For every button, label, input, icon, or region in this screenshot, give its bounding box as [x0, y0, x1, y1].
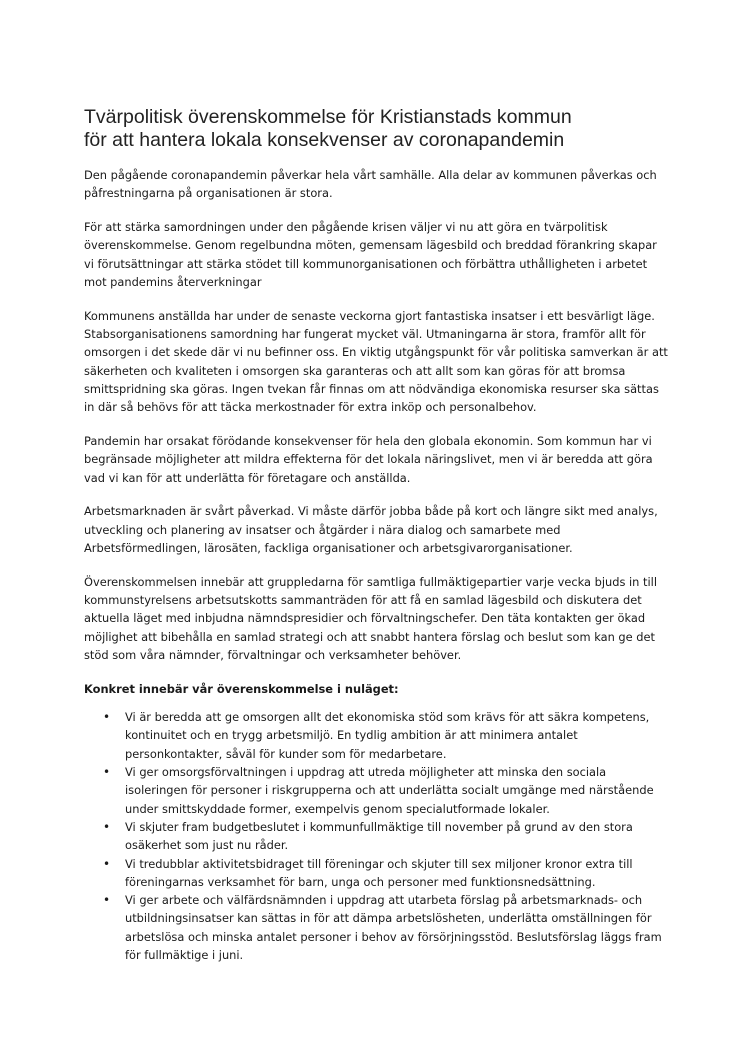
text-line: Stabsorganisationens samordning har fungerat mycket väl. Utmaningarna är stora, framför allt för	[84, 327, 646, 342]
text-line: kommunstyrelsens arbetsutskotts sammanträden för att få en samlad lägesbild och diskutera det	[84, 593, 642, 608]
bullet-icon: •	[103, 856, 111, 871]
text-line: arbetslösa och minska antalet personer i behov av försörjningsstöd. Beslutsförslag läggs fram	[125, 929, 662, 944]
document-body	[84, 166, 684, 964]
text-line: vad vi kan för att underlätta för företagare och anställda.	[84, 470, 411, 485]
paragraph	[84, 218, 684, 291]
text-line: överenskommelse. Genom regelbundna möten, gemensam lägesbild och breddad förankring skapar	[84, 238, 657, 253]
section-heading: Konkret innebär vår överenskommelse i nuläget:	[84, 681, 399, 696]
list-item	[84, 855, 684, 892]
title-line: för att hantera lokala konsekvenser av coronapandemin	[84, 129, 565, 151]
text-line: Vi ger omsorgsförvaltningen i uppdrag att utreda möjligheter att minska den sociala	[125, 765, 607, 780]
text-line: stöd som våra nämnder, förvaltningar och verksamheter behöver.	[84, 648, 462, 663]
text-line: påfrestningarna på organisationen är stora.	[84, 186, 333, 201]
text-line: Pandemin har orsakat förödande konsekvenser för hela den globala ekonomin. Som kommun har vi	[84, 434, 652, 449]
text-line: Vi tredubblar aktivitetsbidraget till föreningar och skjuter till sex miljoner kronor extra till	[125, 856, 633, 871]
text-line: Vi ger arbete och välfärdsnämnden i uppdrag att utarbeta förslag på arbetsmarknads- och	[125, 893, 643, 908]
text-line: Vi skjuter fram budgetbeslutet i kommunfullmäktige till november på grund av den stora	[125, 819, 633, 834]
text-line: för fullmäktige i juni.	[125, 947, 244, 962]
text-line: aktuella läget med inbjudna nämndspresidier och förvaltningschefer. Den täta kontakten ger ökad	[84, 611, 646, 626]
bullet-list	[84, 708, 684, 964]
text-line: föreningarnas verksamhet för barn, unga och personer med funktionsnedsättning.	[125, 874, 596, 889]
paragraph	[84, 166, 684, 203]
list-item	[84, 818, 684, 855]
text-line: smittspridning ska göras. Ingen tvekan får finnas om att nödvändiga ekonomiska resurser ska sättas	[84, 381, 659, 396]
text-line: För att stärka samordningen under den pågående krisen väljer vi nu att göra en tvärpolitisk	[84, 220, 608, 235]
bullet-icon: •	[103, 893, 111, 908]
text-line: Den pågående coronapandemin påverkar hela vårt samhälle. Alla delar av kommunen påverkas och	[84, 168, 657, 182]
bullet-icon: •	[103, 819, 111, 834]
paragraph	[84, 502, 684, 557]
text-line: osäkerhet som just nu råder.	[125, 838, 289, 853]
text-line: Överenskommelsen innebär att gruppledarna för samtliga fullmäktigepartier varje vecka bjuds in till	[84, 574, 657, 589]
text-line: in där så behövs för att täcka merkostnader för extra inköp och personalbehov.	[84, 400, 537, 415]
text-line: under smittskyddade former, exempelvis genom specialutformade lokaler.	[125, 801, 550, 816]
text-line: begränsade möjligheter att mildra effekterna för det lokala näringslivet, men vi är beredda att göra	[84, 452, 653, 467]
text-line: kontinuitet och en trygg arbetsmiljö. En tydlig ambition är att minimera antalet	[125, 728, 578, 743]
paragraph	[84, 573, 684, 664]
list-item	[84, 891, 684, 964]
bullet-icon: •	[103, 765, 111, 780]
text-line: vi förutsättningar att stärka stödet till kommunorganisationen och förbättra uthålligheten i arbetet	[84, 256, 648, 271]
text-line: möjlighet att bibehålla en samlad strategi och att snabbt hantera förslag och beslut som kan ge det	[84, 629, 655, 644]
title-line: Tvärpolitisk överenskommelse för Kristianstads kommun	[84, 106, 572, 128]
bullet-icon: •	[103, 710, 111, 725]
text-line: Vi är beredda att ge omsorgen allt det ekonomiska stöd som krävs för att säkra kompetens,	[125, 710, 650, 725]
text-line: säkerheten och kvaliteten i omsorgen ska garanteras och att allt som kan göras för att bromsa	[84, 363, 626, 378]
text-line: Arbetsmarknaden är svårt påverkad. Vi måste därför jobba både på kort och längre sikt med analys,	[84, 504, 658, 519]
text-line: personkontakter, såväl för kunder som för medarbetare.	[125, 746, 447, 761]
document-title	[84, 106, 684, 152]
text-line: omsorgen i det skede där vi nu befinner oss. En viktig utgångspunkt för vår politiska samverkan är att	[84, 345, 668, 360]
text-line: utbildningsinsatser kan sättas in för att dämpa arbetslösheten, underlätta omställningen för	[125, 911, 652, 926]
text-line: utveckling och planering av insatser och åtgärder i nära dialog och samarbete med	[84, 522, 561, 537]
list-item	[84, 763, 684, 818]
text-line: Kommunens anställda har under de senaste veckorna gjort fantastiska insatser i ett besvärligt läge.	[84, 308, 655, 323]
text-line: isoleringen för personer i riskgrupperna och att underlätta socialt umgänge med närstående	[125, 783, 654, 798]
list-item	[84, 708, 684, 763]
paragraph	[84, 432, 684, 487]
paragraph	[84, 307, 684, 417]
text-line: Arbetsförmedlingen, lärosäten, fackliga organisationer och arbetsgivarorganisationer.	[84, 541, 573, 556]
text-line: mot pandemins återverkningar	[84, 274, 262, 289]
